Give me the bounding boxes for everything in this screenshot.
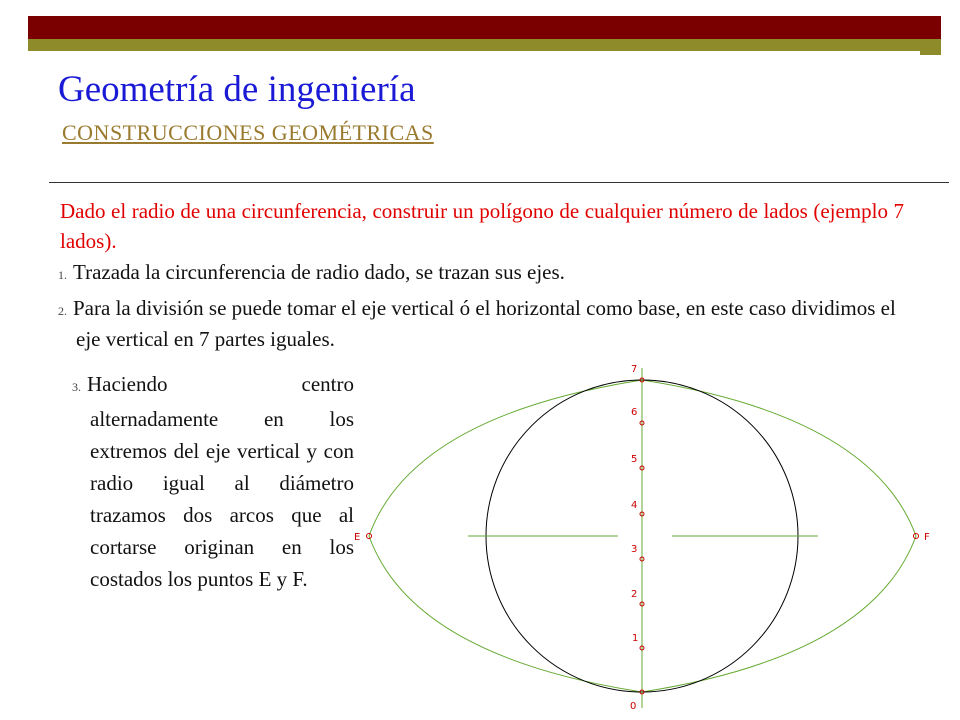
step-1: [58, 258, 918, 289]
corner-square-red: [920, 16, 941, 39]
step-1-number: 1.: [58, 268, 67, 282]
heptagon-construction-figure: [342, 356, 960, 720]
division-label-2: 2: [631, 589, 638, 600]
step-2: [58, 294, 920, 353]
step-1-text: Trazada la circunferencia de radio dado, se trazan sus ejes.: [73, 260, 565, 284]
division-label-4: 4: [631, 500, 638, 511]
division-label-5: 5: [631, 454, 638, 465]
page-title: Geometría de ingeniería: [58, 69, 416, 110]
divider-line: [49, 182, 949, 183]
division-label-3: 3: [631, 544, 638, 555]
top-bar-red-band: [28, 16, 920, 39]
division-label-0: 0: [630, 701, 637, 712]
step-2-number: 2.: [58, 304, 67, 318]
division-label-1: 1: [632, 633, 639, 644]
point-f-label: F: [924, 532, 930, 543]
corner-square-olive: [920, 39, 941, 55]
section-subtitle-link[interactable]: CONSTRUCCIONES GEOMÉTRICAS: [62, 120, 434, 145]
top-decorative-bar: [28, 16, 920, 52]
division-label-6: 6: [631, 407, 638, 418]
step-2-text: Para la división se puede tomar el eje vertical ó el horizontal como base, en este caso dividimos el eje vertical en 7 partes iguales.: [73, 296, 896, 351]
step-3-number: 3.: [72, 380, 81, 394]
step-3-text: Haciendo centro alternadamente en los extremos del eje vertical y con radio igual al diámetro trazamos dos arcos que al cortarse originan en los costados los puntos E y F.: [87, 372, 354, 591]
step-3: [72, 368, 354, 595]
top-bar-olive-band: [28, 39, 920, 51]
problem-statement: Dado el radio de una circunferencia, construir un polígono de cualquier número de lados (ejemplo 7 lados).: [60, 199, 904, 253]
division-label-7: 7: [631, 364, 638, 375]
point-e-label: E: [354, 532, 361, 543]
